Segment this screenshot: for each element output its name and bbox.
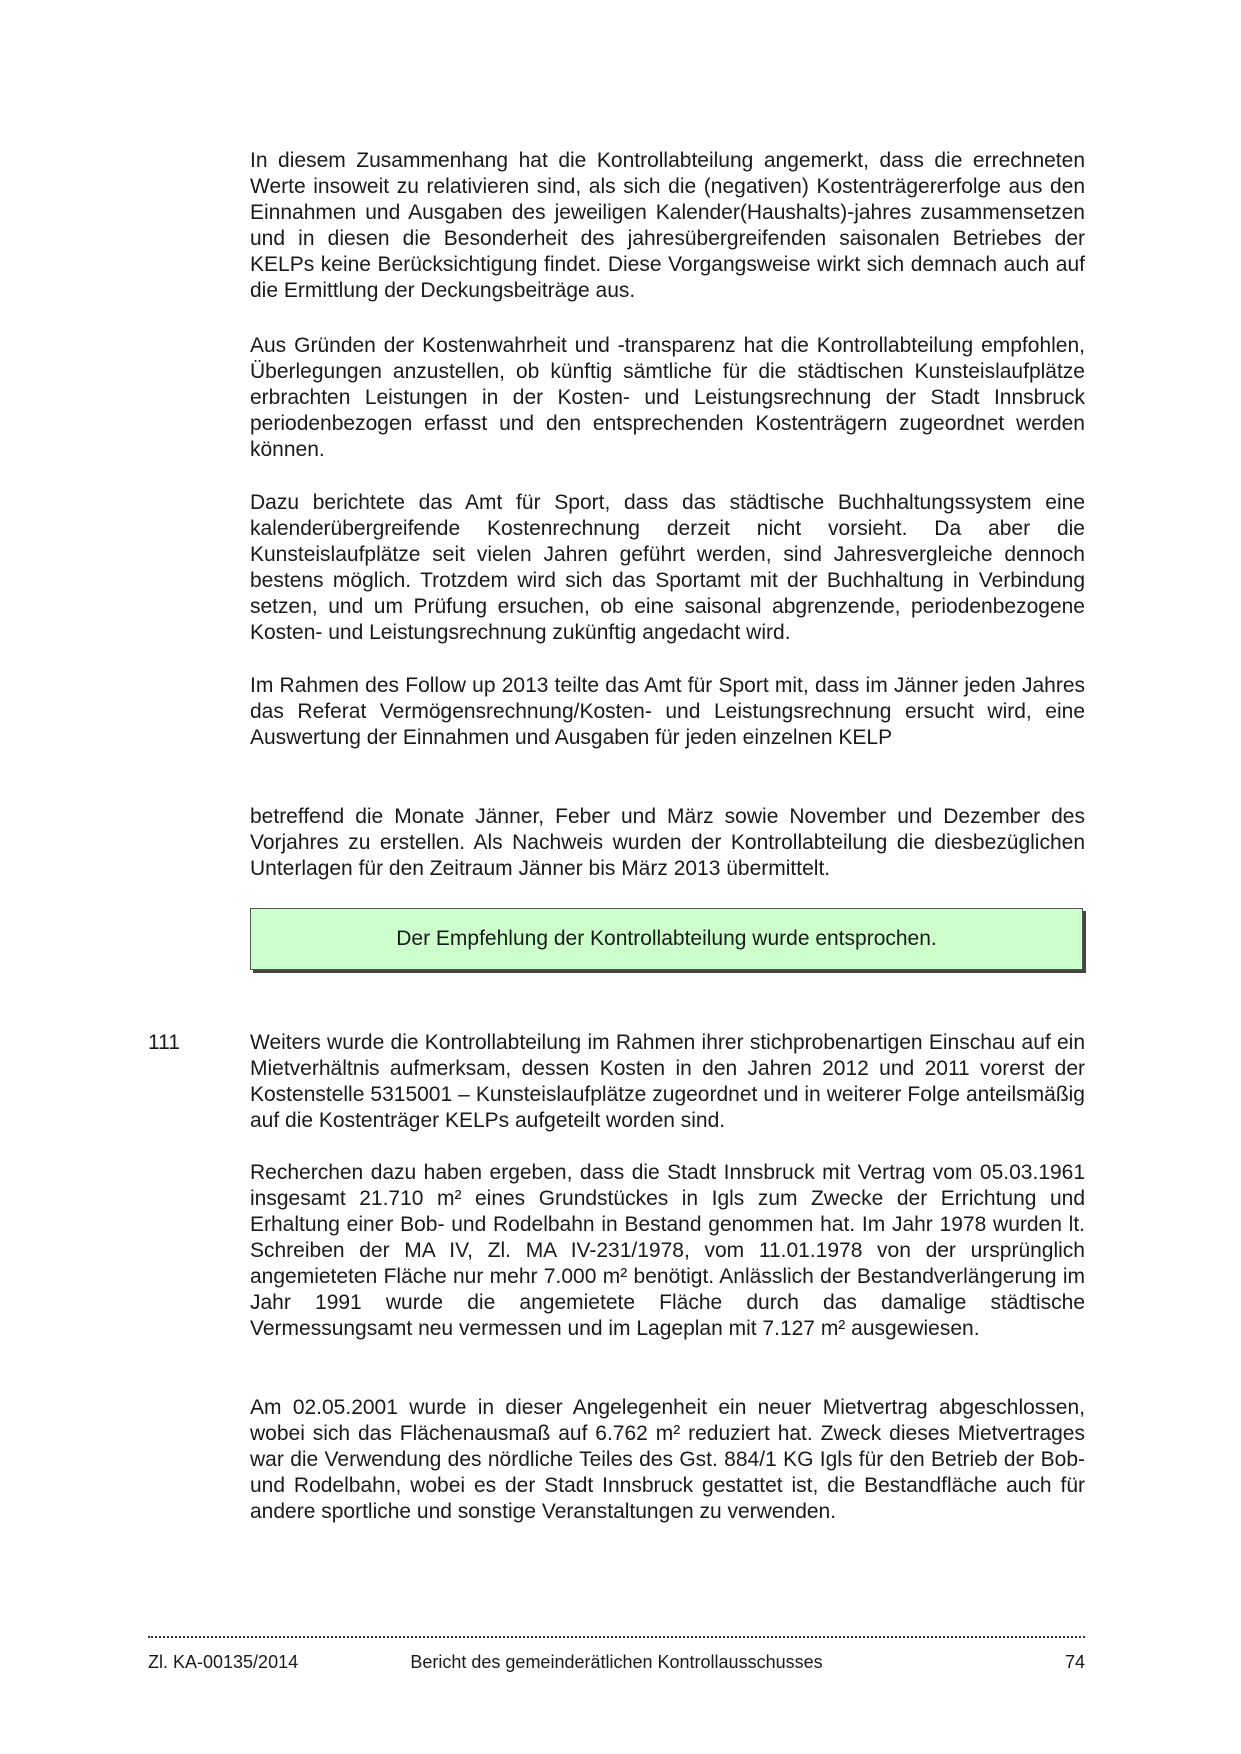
paragraph: Aus Gründen der Kostenwahrheit und -transparenz hat die Kontrollabteilung empfohlen, Überlegungen anzustellen, ob künftig sämtliche für die städtischen Kunsteislaufplätze erbrachten Leistungen in der Kosten- und Leistungsrechnung der Stadt Innsbruck periodenbezogen erfasst und den entsprechenden Kostenträgern zugeordnet werden können. <box>250 334 1085 461</box>
paragraph: Weiters wurde die Kontrollabteilung im Rahmen ihrer stichprobenartigen Einschau auf ein Mietverhältnis aufmerksam, dessen Kosten in den Jahren 2012 und 2011 vorerst der Kostenstelle 5315001 – Kunsteislaufplätze zugeordnet und in weiterer Folge anteilsmäßig auf die Kostenträger KELPs aufgeteilt worden sind. <box>250 1031 1085 1132</box>
section-number: 111 <box>148 1031 180 1054</box>
recommendation-status-box <box>250 908 1083 970</box>
page-number: 74 <box>1064 1652 1085 1672</box>
paragraph: Im Rahmen des Follow up 2013 teilte das Amt für Sport mit, dass im Jänner jeden Jahres das Referat Vermögensrechnung/Kosten- und Leistungsrechnung ersucht wird, eine Auswertung der Einnahmen und Ausgaben für jeden einzelnen KELP <box>250 674 1085 749</box>
paragraph: In diesem Zusammenhang hat die Kontrollabteilung angemerkt, dass die errechneten Werte insoweit zu relativieren sind, als sich die (negativen) Kostenträgererfolge aus den Einnahmen und Ausgaben des jeweiligen Kalender(Haushalts)-jahres zusammensetzen und in diesen die Besonderheit des jahresübergreifenden saisonalen Betriebes der KELPs keine Berücksichtigung findet. Diese Vorgangsweise wirkt sich demnach auch auf die Ermittlung der Deckungsbeiträge aus. <box>250 149 1085 302</box>
paragraph: Am 02.05.2001 wurde in dieser Angelegenheit ein neuer Mietvertrag abgeschlossen, wobei sich das Flächenausmaß auf 6.762 m² reduziert hat. Zweck dieses Mietvertrages war die Verwendung des nördliche Teiles des Gst. 884/1 KG Igls für den Betrieb der Bob- und Rodelbahn, wobei es der Stadt Innsbruck gestattet ist, die Bestandfläche auch für andere sportliche und sonstige Veranstaltungen zu verwenden. <box>250 1396 1085 1523</box>
report-title: Bericht des gemeinderätlichen Kontrollausschusses <box>410 1652 823 1672</box>
footer-divider <box>148 1636 1085 1638</box>
document-reference: Zl. KA-00135/2014 <box>148 1652 299 1672</box>
page-footer <box>148 1651 1085 1675</box>
paragraph: betreffend die Monate Jänner, Feber und März sowie November und Dezember des Vorjahres zu erstellen. Als Nachweis wurden der Kontrollabteilung die diesbezüglichen Unterlagen für den Zeitraum Jänner bis März 2013 übermittelt. <box>250 805 1085 880</box>
recommendation-status-text: Der Empfehlung der Kontrollabteilung wurde entsprochen. <box>396 927 937 950</box>
paragraph: Dazu berichtete das Amt für Sport, dass das städtische Buchhaltungssystem eine kalenderübergreifende Kostenrechnung derzeit nicht vorsieht. Da aber die Kunsteislaufplätze seit vielen Jahren geführt werden, sind Jahresvergleiche dennoch bestens möglich. Trotzdem wird sich das Sportamt mit der Buchhaltung in Verbindung setzen, und um Prüfung ersuchen, ob eine saisonal abgrenzende, periodenbezogene Kosten- und Leistungsrechnung zukünftig angedacht wird. <box>250 491 1085 644</box>
paragraph: Recherchen dazu haben ergeben, dass die Stadt Innsbruck mit Vertrag vom 05.03.1961 insgesamt 21.710 m² eines Grundstückes in Igls zum Zwecke der Errichtung und Erhaltung einer Bob- und Rodelbahn in Bestand genommen hat. Im Jahr 1978 wurden lt. Schreiben der MA IV, Zl. MA IV-231/1978, vom 11.01.1978 von der ursprünglich angemieteten Fläche nur mehr 7.000 m² benötigt. Anlässlich der Bestandverlängerung im Jahr 1991 wurde die angemietete Fläche durch das damalige städtische Vermessungsamt neu vermessen und im Lageplan mit 7.127 m² ausgewiesen. <box>250 1161 1085 1340</box>
